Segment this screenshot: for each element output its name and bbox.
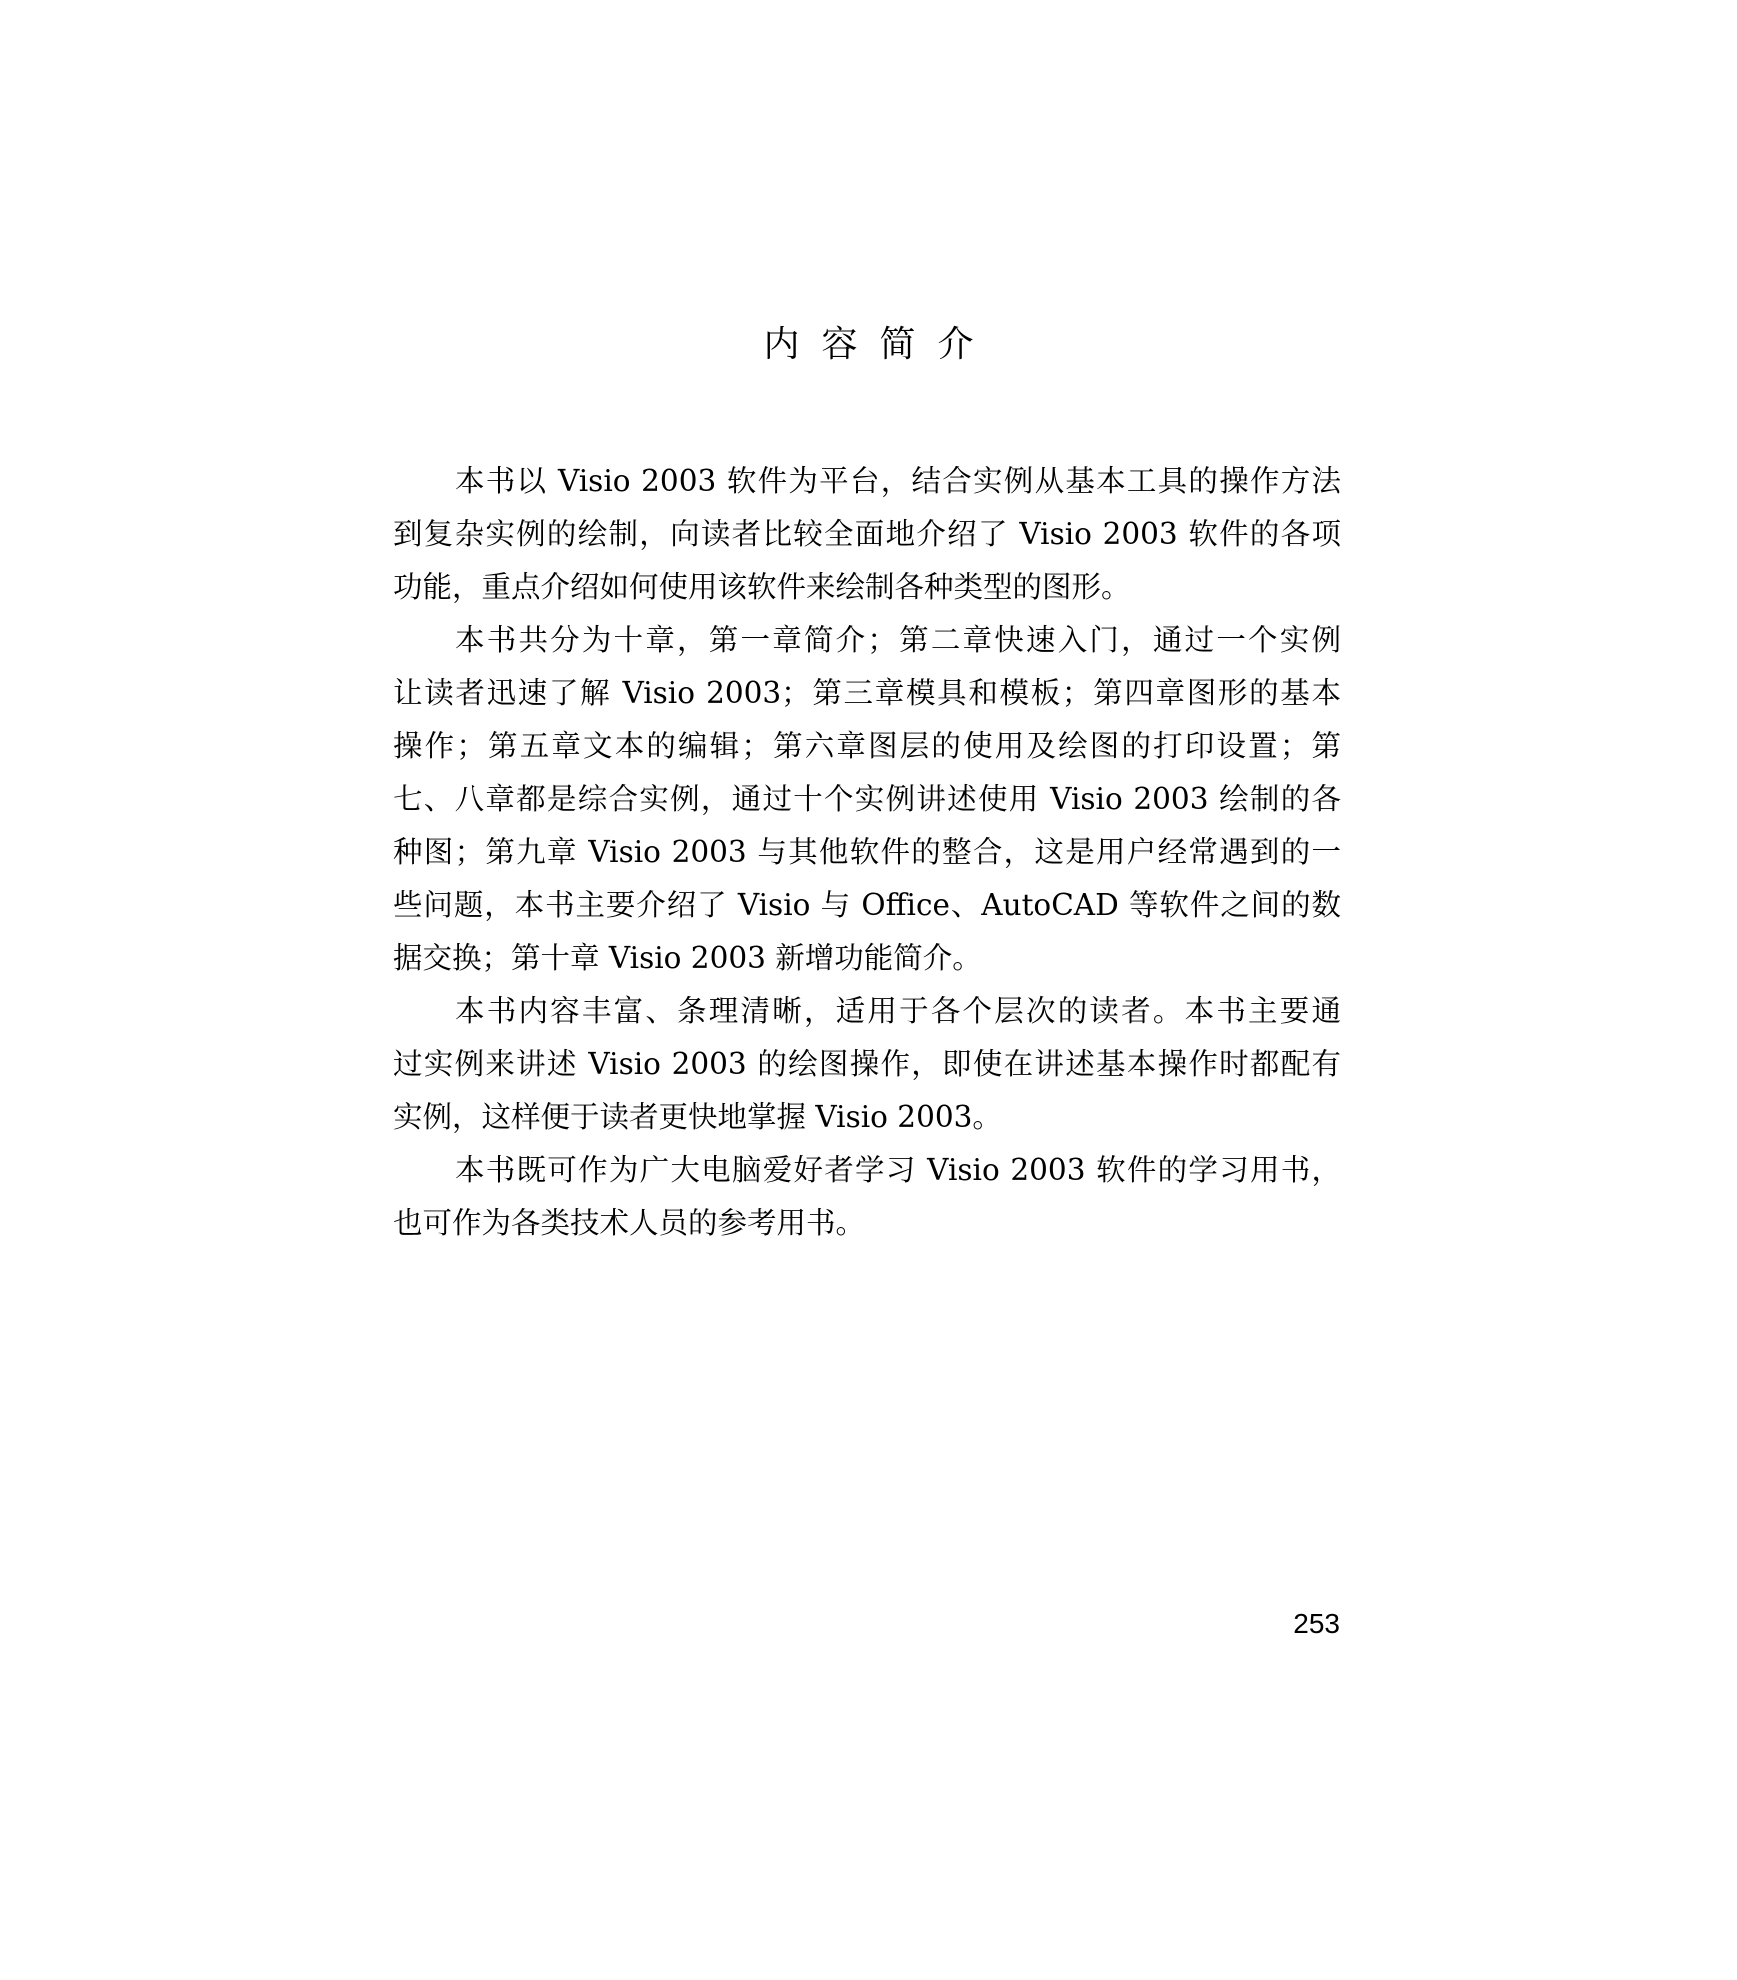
- paragraph-intro: [393, 455, 1341, 614]
- paragraph-chapters: [393, 614, 1341, 985]
- text-line: 些问题，本书主要介绍了 Visio 与 Office、AutoCAD 等软件之间的数: [393, 888, 1341, 922]
- text-line: 本书以 Visio 2003 软件为平台，结合实例从基本工具的操作方法: [455, 464, 1341, 498]
- text-line: 让读者迅速了解 Visio 2003；第三章模具和模板；第四章图形的基本: [393, 676, 1341, 710]
- body-text: [393, 455, 1341, 1250]
- text-line: 到复杂实例的绘制，向读者比较全面地介绍了 Visio 2003 软件的各项: [393, 517, 1341, 551]
- paragraph-audience: [393, 1144, 1341, 1250]
- page-number: 253: [1293, 1608, 1340, 1639]
- text-line: 据交换；第十章 Visio 2003 新增功能简介。: [393, 941, 982, 975]
- paragraph-features: [393, 985, 1341, 1144]
- text-line: 本书内容丰富、条理清晰，适用于各个层次的读者。本书主要通: [455, 994, 1341, 1028]
- text-line: 七、八章都是综合实例，通过十个实例讲述使用 Visio 2003 绘制的各: [393, 782, 1341, 816]
- text-line: 也可作为各类技术人员的参考用书。: [393, 1206, 866, 1240]
- text-line: 种图；第九章 Visio 2003 与其他软件的整合，这是用户经常遇到的一: [393, 835, 1341, 869]
- text-line: 实例，这样便于读者更快地掌握 Visio 2003。: [393, 1100, 1002, 1134]
- page-title: 内容简介: [763, 324, 996, 365]
- text-line: 本书共分为十章，第一章简介；第二章快速入门，通过一个实例: [455, 623, 1341, 657]
- text-line: 功能，重点介绍如何使用该软件来绘制各种类型的图形。: [393, 570, 1131, 604]
- text-line: 本书既可作为广大电脑爱好者学习 Visio 2003 软件的学习用书，: [455, 1153, 1341, 1187]
- text-line: 过实例来讲述 Visio 2003 的绘图操作，即使在讲述基本操作时都配有: [393, 1047, 1341, 1081]
- text-line: 操作；第五章文本的编辑；第六章图层的使用及绘图的打印设置；第: [393, 729, 1341, 763]
